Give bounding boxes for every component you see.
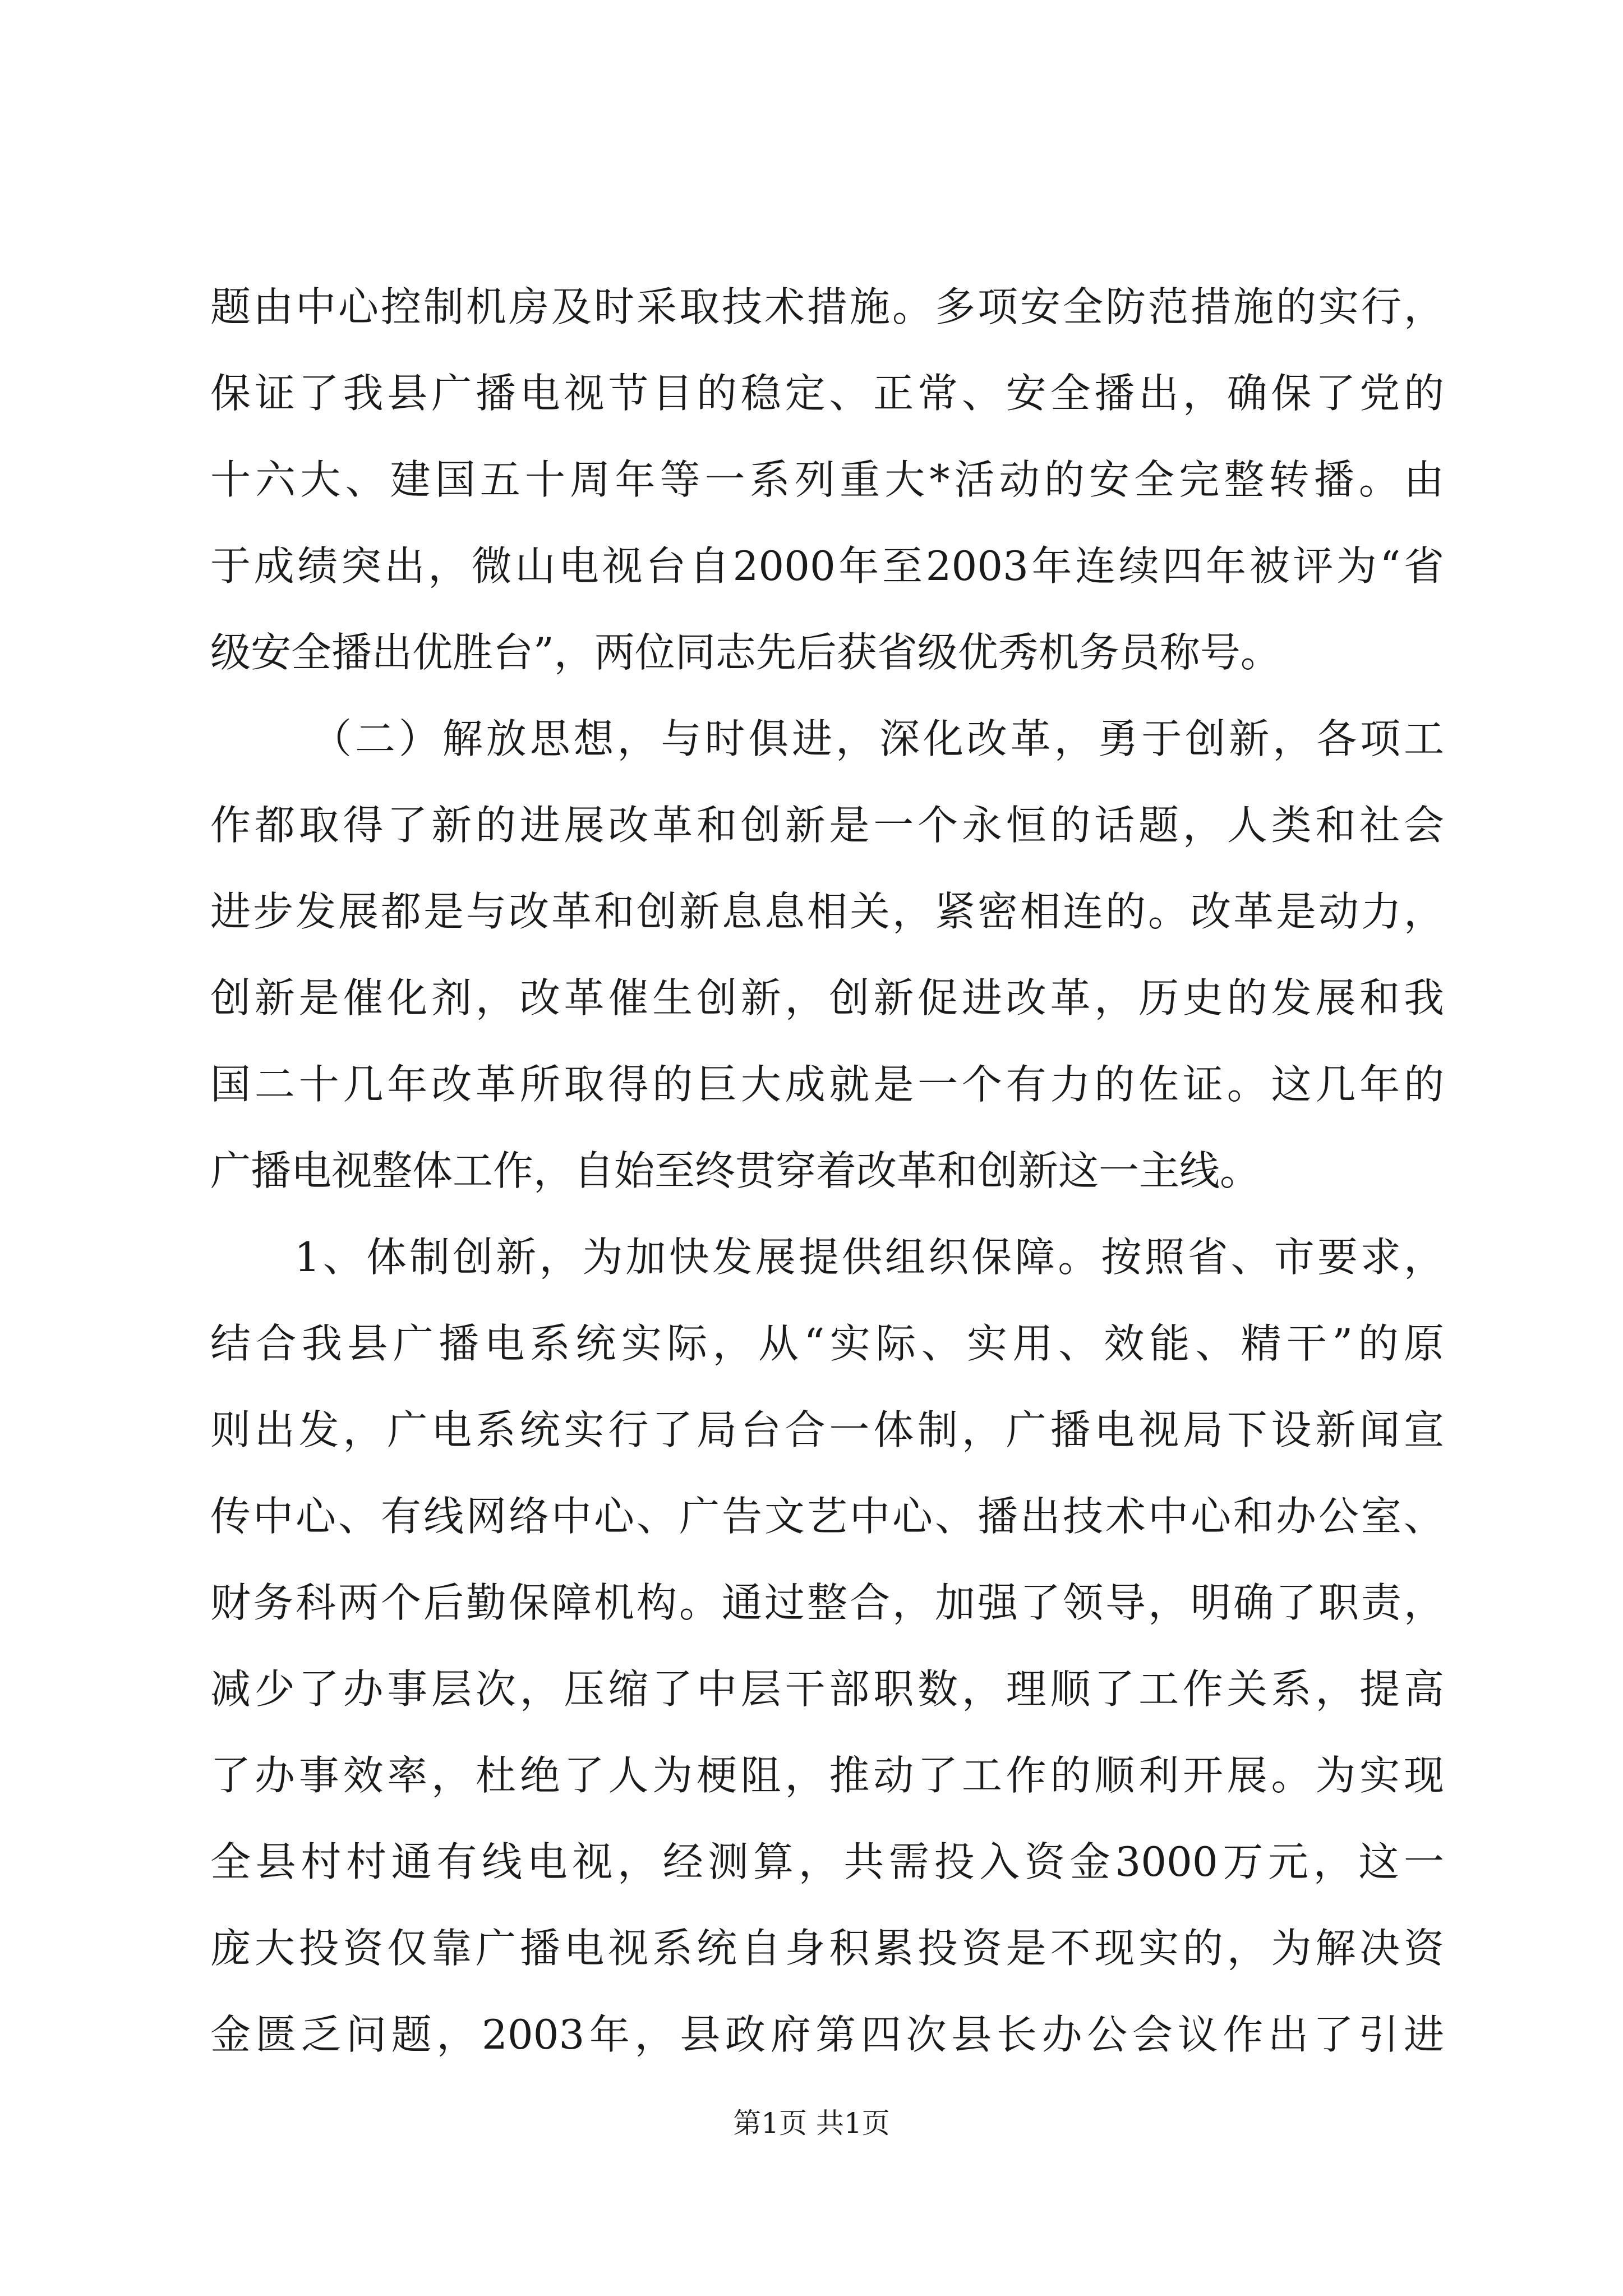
text-line-3: 十六大、建国五十周年等一系列重大*活动的安全完整转播。由	[210, 456, 1444, 503]
text-line-15: 传中心、有线网络中心、广告文艺中心、播出技术中心和办公室、	[210, 1493, 1444, 1540]
text-line-5: 级安全播出优胜台”，两位同志先后获省级优秀机务员称号。	[210, 629, 1281, 676]
text-line-4: 于成绩突出，微山电视台自2000年至2003年连续四年被评为“省	[210, 542, 1444, 590]
text-line-17: 减少了办事层次，压缩了中层干部职数，理顺了工作关系，提高	[210, 1665, 1444, 1713]
text-line-20: 庞大投资仅靠广播电视系统自身积累投资是不现实的，为解决资	[210, 1925, 1444, 1972]
text-line-12: 1、体制创新，为加快发展提供组织保障。按照省、市要求，	[294, 1234, 1444, 1281]
text-line-19: 全县村村通有线电视，经测算，共需投入资金3000万元，这一	[210, 1838, 1444, 1885]
document-body	[210, 264, 1444, 2078]
page-footer: 第1页 共1页	[733, 2107, 890, 2139]
text-line-2: 保证了我县广播电视节目的稳定、正常、安全播出，确保了党的	[210, 370, 1444, 417]
text-line-6: （二）解放思想，与时俱进，深化改革，勇于创新，各项工	[311, 715, 1444, 762]
text-line-14: 则出发，广电系统实行了局台合一体制，广播电视局下设新闻宣	[210, 1406, 1444, 1453]
text-line-10: 国二十几年改革所取得的巨大成就是一个有力的佐证。这几年的	[210, 1061, 1444, 1108]
text-line-18: 了办事效率，杜绝了人为梗阻，推动了工作的顺利开展。为实现	[210, 1752, 1444, 1799]
text-line-16: 财务科两个后勤保障机构。通过整合，加强了领导，明确了职责，	[210, 1579, 1444, 1626]
text-line-7: 作都取得了新的进展改革和创新是一个永恒的话题，人类和社会	[210, 802, 1444, 849]
text-line-11: 广播电视整体工作，自始至终贯穿着改革和创新这一主线。	[210, 1147, 1261, 1194]
text-line-1: 题由中心控制机房及时采取技术措施。多项安全防范措施的实行，	[210, 283, 1444, 330]
text-line-8: 进步发展都是与改革和创新息息相关，紧密相连的。改革是动力，	[210, 888, 1444, 935]
text-line-21: 金匮乏问题，2003年，县政府第四次县长办公会议作出了引进	[210, 2011, 1444, 2058]
text-line-13: 结合我县广播电系统实际，从“实际、实用、效能、精干”的原	[210, 1320, 1444, 1367]
text-line-9: 创新是催化剂，改革催生创新，创新促进改革，历史的发展和我	[210, 974, 1444, 1022]
